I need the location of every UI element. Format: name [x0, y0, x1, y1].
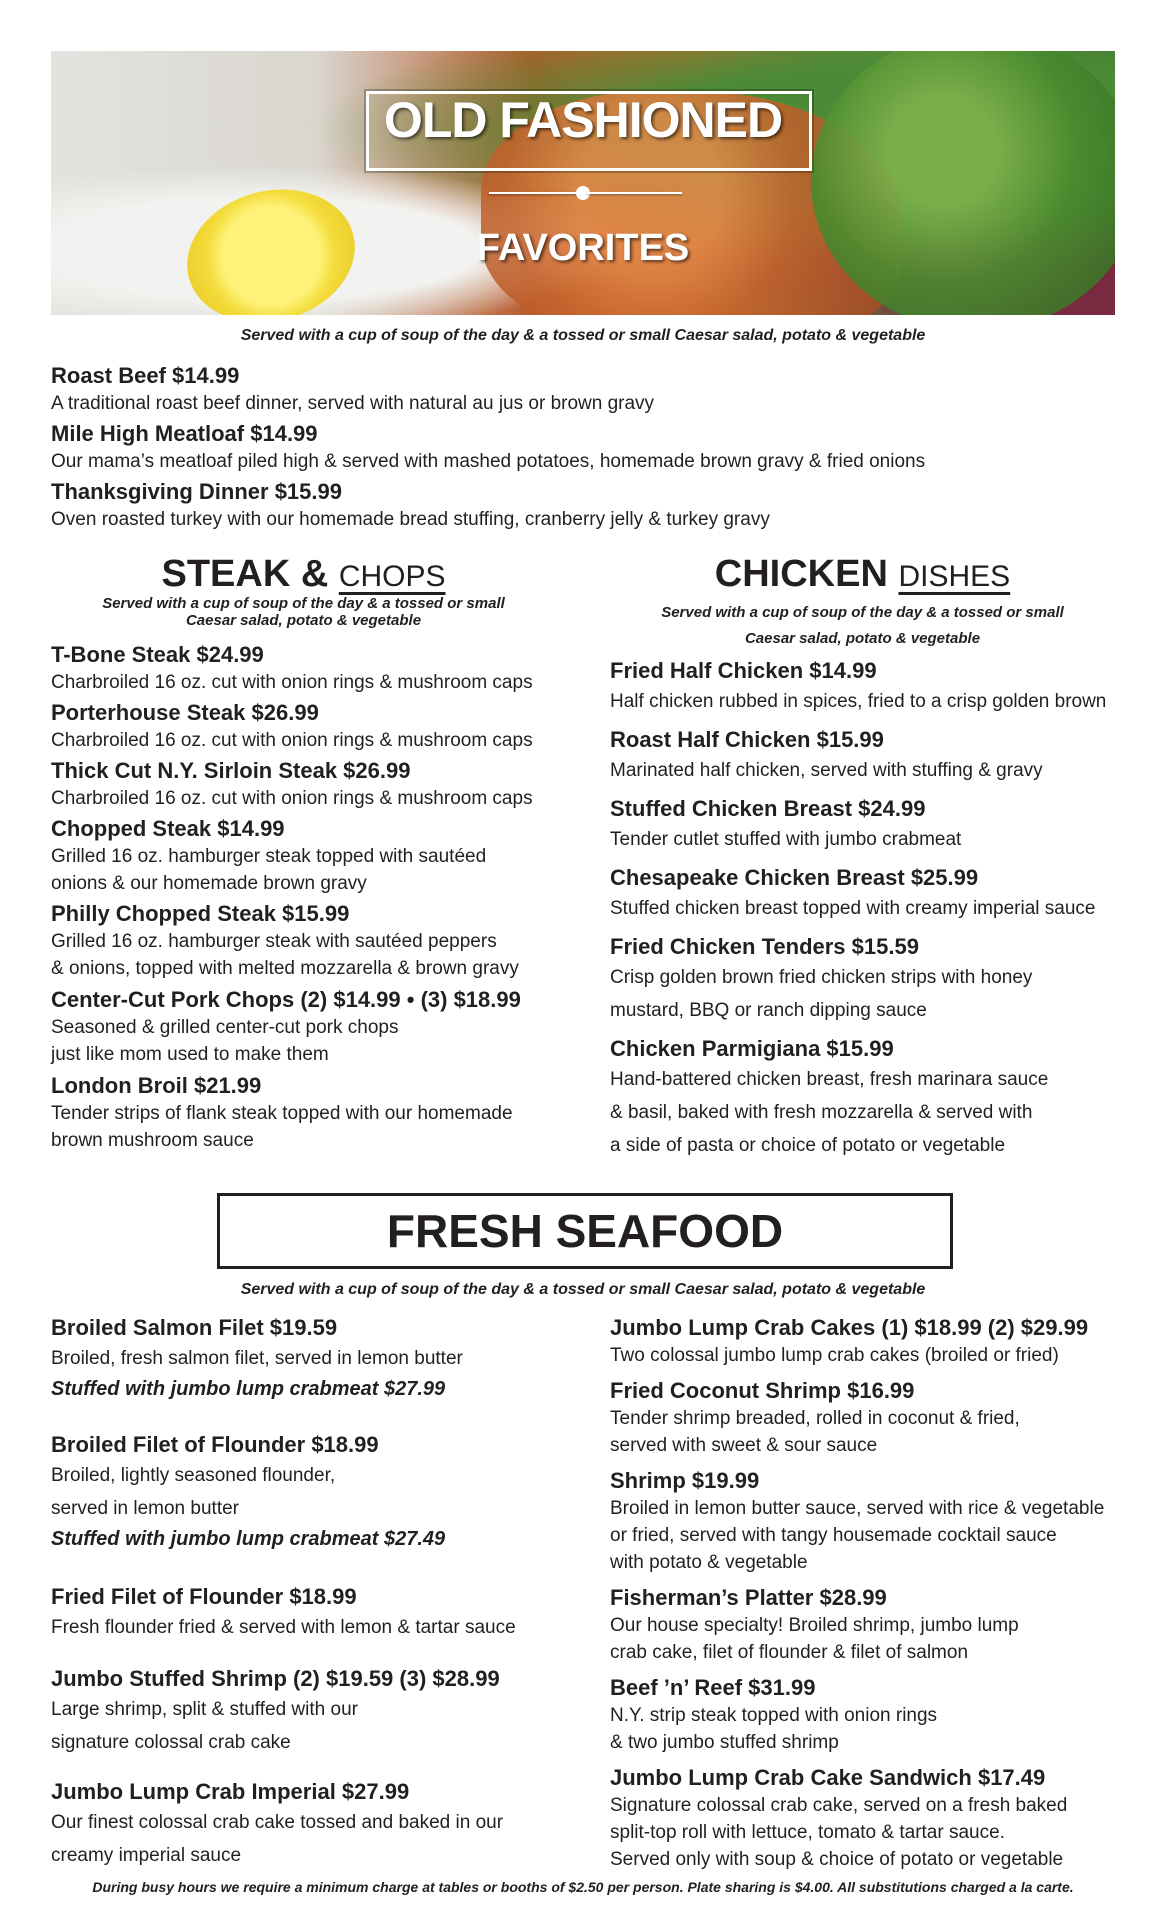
menu-item — [610, 1584, 1019, 1666]
menu-item — [51, 420, 925, 475]
item-name: Chopped Steak $14.99 — [51, 816, 285, 841]
menu-item — [610, 795, 961, 856]
item-desc: signature colossal crab cake — [51, 1732, 291, 1753]
item-name: Jumbo Stuffed Shrimp (2) $19.59 (3) $28.99 — [51, 1666, 500, 1691]
item-desc: served with sweet & sour sauce — [610, 1435, 878, 1456]
chicken-note: Served with a cup of soup of the day & a tossed or small Caesar salad, potato & vegetable — [661, 604, 1064, 647]
item-desc: onions & our homemade brown gravy — [51, 873, 367, 894]
item-desc: Broiled, lightly seasoned flounder, — [51, 1465, 336, 1486]
item-desc: just like mom used to make them — [51, 1044, 329, 1065]
menu-item — [51, 900, 519, 982]
item-name: London Broil $21.99 — [51, 1073, 262, 1098]
menu-item — [610, 657, 1106, 718]
menu-item — [610, 1674, 937, 1756]
menu-item — [610, 864, 1095, 925]
item-option: Stuffed with jumbo lump crabmeat $27.49 — [51, 1528, 446, 1550]
item-name: Mile High Meatloaf $14.99 — [51, 421, 318, 446]
item-desc: Half chicken rubbed in spices, fried to a crisp golden brown — [610, 691, 1107, 712]
item-name: Roast Half Chicken $15.99 — [610, 727, 884, 752]
item-desc: & two jumbo stuffed shrimp — [610, 1732, 839, 1753]
item-name: Fisherman’s Platter $28.99 — [610, 1585, 887, 1610]
item-name: Beef ’n’ Reef $31.99 — [610, 1675, 816, 1700]
item-name: Jumbo Lump Crab Cake Sandwich $17.49 — [610, 1765, 1046, 1790]
seafood-title-frame — [217, 1193, 953, 1269]
banner-title: OLD FASHIONED — [383, 92, 783, 148]
item-desc: brown mushroom sauce — [51, 1130, 254, 1151]
item-name: Roast Beef $14.99 — [51, 363, 240, 388]
banner-subtitle: FAVORITES — [476, 227, 690, 269]
item-desc: A traditional roast beef dinner, served with natural au jus or brown gravy — [51, 393, 655, 414]
menu-item — [51, 1583, 516, 1644]
item-desc: Broiled in lemon butter sauce, served with rice & vegetable — [610, 1498, 1105, 1519]
menu-item — [51, 1431, 445, 1553]
steak-note: Served with a cup of soup of the day & a tossed or small Caesar salad, potato & vegetable — [102, 595, 505, 629]
item-name: Broiled Filet of Flounder $18.99 — [51, 1432, 379, 1457]
item-desc: Fresh flounder fried & served with lemon & tartar sauce — [51, 1617, 516, 1638]
item-desc: or fried, served with tangy housemade cocktail sauce — [610, 1525, 1057, 1546]
item-desc: served in lemon butter — [51, 1498, 239, 1519]
item-name: Fried Half Chicken $14.99 — [610, 658, 877, 683]
item-name: Fried Coconut Shrimp $16.99 — [610, 1378, 915, 1403]
item-desc: with potato & vegetable — [610, 1552, 808, 1573]
item-desc: a side of pasta or choice of potato or vegetable — [610, 1135, 1006, 1156]
item-desc: Signature colossal crab cake, served on a fresh baked — [610, 1795, 1068, 1816]
item-name: Shrimp $19.99 — [610, 1468, 760, 1493]
item-desc: Crisp golden brown fried chicken strips with honey — [610, 967, 1033, 988]
menu-item — [610, 1764, 1067, 1873]
menu-item — [51, 1778, 503, 1872]
item-desc: Charbroiled 16 oz. cut with onion rings & mushroom caps — [51, 788, 533, 809]
menu-item — [610, 726, 1043, 787]
menu-item — [51, 1665, 500, 1759]
item-name: Thick Cut N.Y. Sirloin Steak $26.99 — [51, 758, 411, 783]
menu-item — [51, 757, 533, 812]
banner-image — [51, 51, 1115, 315]
menu-item — [610, 1314, 1088, 1369]
item-desc: Our house specialty! Broiled shrimp, jumbo lump — [610, 1615, 1019, 1636]
menu-item — [610, 1377, 1020, 1459]
item-name: Center-Cut Pork Chops (2) $14.99 • (3) $18.99 — [51, 987, 521, 1012]
item-desc: N.Y. strip steak topped with onion rings — [610, 1705, 938, 1726]
item-desc: Seasoned & grilled center-cut pork chops — [51, 1017, 399, 1038]
menu-item — [51, 986, 521, 1068]
menu-item — [51, 815, 486, 897]
item-name: Porterhouse Steak $26.99 — [51, 700, 319, 725]
item-desc: Tender shrimp breaded, rolled in coconut & fried, — [610, 1408, 1020, 1429]
item-name: Jumbo Lump Crab Cakes (1) $18.99 (2) $29.99 — [610, 1315, 1089, 1340]
item-desc: Large shrimp, split & stuffed with our — [51, 1699, 358, 1720]
item-name: Chesapeake Chicken Breast $25.99 — [610, 865, 979, 890]
item-desc: Tender strips of flank steak topped with our homemade — [51, 1103, 513, 1124]
menu-item — [610, 1035, 1048, 1162]
item-desc: & onions, topped with melted mozzarella & brown gravy — [51, 958, 519, 979]
item-name: Fried Filet of Flounder $18.99 — [51, 1584, 357, 1609]
menu-item — [51, 1314, 463, 1403]
item-desc: Charbroiled 16 oz. cut with onion rings & mushroom caps — [51, 730, 533, 751]
item-name: Chicken Parmigiana $15.99 — [610, 1036, 894, 1061]
seafood-note: Served with a cup of soup of the day & a tossed or small Caesar salad, potato & vegetable — [240, 1281, 926, 1298]
item-desc: Our mama’s meatloaf piled high & served with mashed potatoes, homemade brown gravy & fried onions — [51, 451, 926, 472]
divider-line-right — [587, 192, 682, 194]
item-desc: Tender cutlet stuffed with jumbo crabmeat — [610, 829, 962, 850]
divider-line-left — [489, 192, 579, 194]
item-name: Philly Chopped Steak $15.99 — [51, 901, 350, 926]
item-desc: & basil, baked with fresh mozzarella & served with — [610, 1102, 1033, 1123]
item-name: Stuffed Chicken Breast $24.99 — [610, 796, 926, 821]
item-name: Fried Chicken Tenders $15.59 — [610, 934, 919, 959]
item-desc: Our finest colossal crab cake tossed and baked in our — [51, 1812, 504, 1833]
favorites-note: Served with a cup of soup of the day & a tossed or small Caesar salad, potato & vegetable — [240, 327, 926, 344]
item-desc: Oven roasted turkey with our homemade bread stuffing, cranberry jelly & turkey gravy — [51, 509, 770, 530]
item-desc: creamy imperial sauce — [51, 1845, 242, 1866]
item-name: Jumbo Lump Crab Imperial $27.99 — [51, 1779, 410, 1804]
item-name: T-Bone Steak $24.99 — [51, 642, 264, 667]
item-desc: Grilled 16 oz. hamburger steak topped with sautéed — [51, 846, 487, 867]
item-name: Broiled Salmon Filet $19.59 — [51, 1315, 338, 1340]
item-option: Stuffed with jumbo lump crabmeat $27.99 — [51, 1378, 446, 1400]
item-desc: Served only with soup & choice of potato or vegetable — [610, 1849, 1064, 1870]
item-desc: Charbroiled 16 oz. cut with onion rings & mushroom caps — [51, 672, 533, 693]
item-desc: Marinated half chicken, served with stuffing & gravy — [610, 760, 1043, 781]
menu-item — [51, 1072, 513, 1154]
item-desc: Two colossal jumbo lump crab cakes (broiled or fried) — [610, 1345, 1059, 1366]
item-desc: Hand-battered chicken breast, fresh marinara sauce — [610, 1069, 1049, 1090]
item-desc: Grilled 16 oz. hamburger steak with sautéed peppers — [51, 931, 497, 952]
chicken-section-heading: CHICKEN DISHES — [714, 553, 1011, 595]
menu-item — [610, 1467, 1104, 1576]
item-desc: Stuffed chicken breast topped with creamy imperial sauce — [610, 898, 1096, 919]
menu-item — [51, 641, 533, 696]
menu-item — [610, 933, 1032, 1027]
steak-section-heading: STEAK & CHOPS — [161, 553, 446, 595]
menu-item — [51, 362, 654, 417]
item-desc: crab cake, filet of flounder & filet of salmon — [610, 1642, 969, 1663]
menu-item — [51, 699, 533, 754]
item-desc: Broiled, fresh salmon filet, served in lemon butter — [51, 1348, 463, 1369]
item-desc: mustard, BBQ or ranch dipping sauce — [610, 1000, 927, 1021]
footer-note: During busy hours we require a minimum charge at tables or booths of $2.50 per person. Plate sharing is $4.00. All substitutions charged a la carte. — [92, 1879, 1074, 1895]
seafood-title: FRESH SEAFOOD — [386, 1205, 784, 1257]
item-desc: split-top roll with lettuce, tomato & tartar sauce. — [610, 1822, 1005, 1843]
menu-item — [51, 478, 770, 533]
item-name: Thanksgiving Dinner $15.99 — [51, 479, 342, 504]
